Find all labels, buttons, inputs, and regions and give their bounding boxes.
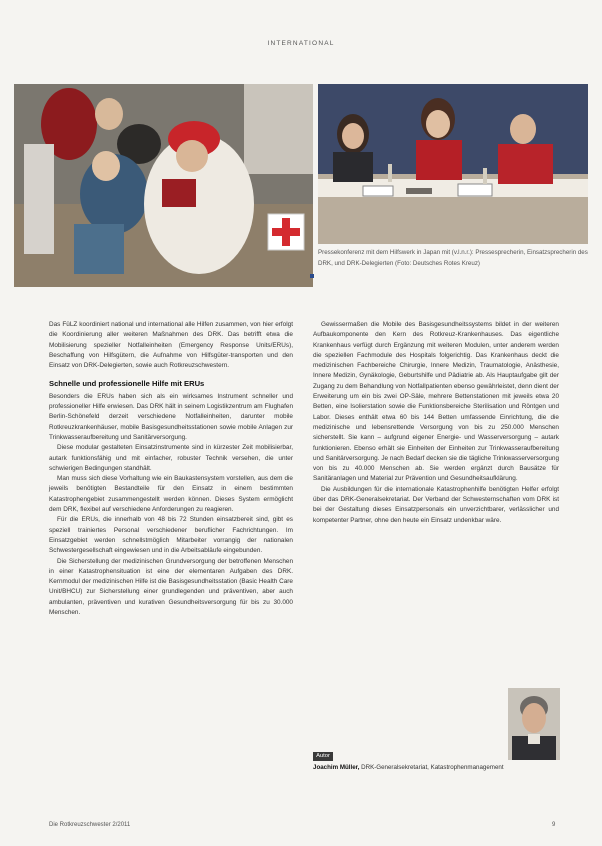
photo-caption: Pressekonferenz mit dem Hilfswerk in Japan mit (v.l.n.r.): Pressesprecherin, Einsatzsprecherin des DRK, und DRK-Delegierten (Foto: Deutsches Rotes Kreuz) [318,249,588,267]
photo-medical-care [14,84,313,287]
page-number: 9 [552,822,556,828]
caption-bullet [310,274,314,278]
photo-press-conference-illustration [318,84,588,244]
author-name: Joachim Müller, [313,764,360,771]
author-tag: Autor [313,752,333,761]
paragraph: Die Ausbildungen für die internationale Katastrophenhilfe benötigten Helfer erfolgt über das DRK-Generalsekretariat. Der Verband der Schwesternschaften vom DRK ist bei der Gestaltung dieses Einsatzpersonals ein unverzichtbarer, verlässlicher und kompetenter Partner, ohne den heute ein Einsatz undenkbar wäre. [313,485,559,524]
paragraph: Man muss sich diese Vorhaltung wie ein Baukastensystem vorstellen, aus dem die jeweils benötigten Bestandteile für den Einsatz in einem bestimmten Katastrophengebiet zusammengestellt werden können. Dieses System ermöglicht dem DRK, flexibel auf verschiedene Anforderungen zu reagieren. [49,475,293,514]
intro-paragraph: Das FüLZ koordiniert national und international alle Hilfen zusammen, von hier erfolgt die Koordinierung aller weiteren Maßnahmen des DRK. Das betrifft etwa die Mobilisierung spezieller Notfalleinheiten (Emergency Response Units/ERUs), Beschaffung von Hilfsgütern, die Aufnahme von Hilfsgüter-transporten und den Einsatz von DRK-Delegierten, sowie auch Rotkreuzschwestern. [49,321,293,370]
author-portrait-illustration [508,688,560,760]
left-column [49,320,293,618]
paragraph: Die Sicherstellung der medizinischen Grundversorgung der betroffenen Menschen in einer Katastrophensituation ist eine der elementaren Aufgaben des DRK. Kernmodul der medizinischen Hilfe ist die Basisgesundheitsstation (Basic Health Care Unit/BHCU) zur Sicherstellung einer grundlegenden und präventiven, aber auch ambulanten, präventiven und kurativen Gesundheitsversorgung für bis zu 30.000 Menschen. [49,557,293,617]
paragraph: Diese modular gestalteten Einsatzinstrumente sind in kürzester Zeit mobilisierbar, autark funktionsfähig und mit einfacher, robuster Technik versehen, die unter schwierigen Bedingungen standhält. [49,444,293,472]
author-line [313,764,573,771]
footer-publication: Die Rotkreuzschwester 2/2011 [49,822,131,828]
photo-press-conference [318,84,588,244]
subheading-erus: Schnelle und professionelle Hilfe mit ERUs [49,379,205,389]
section-label: INTERNATIONAL [267,40,335,47]
author-portrait [508,688,560,760]
paragraph: Besonders die ERUs haben sich als ein wirksames Instrument schneller und professioneller Hilfe erwiesen. Das DRK hält in seinem Logistikzentrum am Flughafen Berlin-Schönefeld derzeit verschiedene Notfalleinheiten, darunter mobile Rotkreuzkrankenhäuser, mobile Basisgesundheitsstationen sowie mobile Anlagen zur Trinkwasseraufbereitung und Sanitärversorgung. [49,392,293,441]
paragraph: Für die ERUs, die innerhalb von 48 bis 72 Stunden einsatzbereit sind, gibt es speziell trainiertes Personal verschiedener beruflicher Fachrichtungen. Im Einsatzgebiet werden schnellstmöglich Mitarbeiter vorrangig der nationalen Schwestergesellschaft eingewiesen und in die Arbeitsabläufe eingebunden. [49,516,293,555]
author-role: DRK-Generalsekretariat, Katastrophenmanagement [361,764,504,771]
right-column [313,320,559,526]
paragraph: Gewissermaßen die Mobile des Basisgesundheitssystems bildet in der weiteren Aufbaukomponente den Kern des Rotkreuz-Krankenhauses. Das eigentliche Krankenhaus verfügt durch Ergänzung mit weiteren Modulen, unter anderem werden die speziellen Fachmodule des Hospitals folgerichtig. Das Krankenhaus deckt die medizinischen Fachbereiche Chirurgie, Innere Medizin, Traumatologie, Anästhesie, Innere Medizin, Gynäkologie, Geburtshilfe und Pädiatrie ab. Als Hauptaufgabe gilt der Zugang zu dem Behandlung von Notfallpatienten ebenso gewährleistet, denn dient der Erweiterung um ein bis zwei OP-Säle, mehrere Bettenstationen mit jeweils etwa 20 Betten, eine Isolierstation sowie die Funktionsbereiche Sterilisation und Röntgen und Labor. Dieses enthält etwa 60 bis 144 Betten umfassende Einrichtung, die die medizinische und lebensrettende Versorgung von bis zu 250.000 Menschen sicherstellt. Sie kann – aufgrund eigener Energie- und Wasserversorgung – autark funktionieren. Ebenso erhält sie Einheiten der Einheiten zur Trinkwasseraufbereitung und Sanitärversorgung. Je nach Bedarf decken sie die tägliche Trinkwasserversorgung von bis zu 40.000 Menschen ab. Sie werden ergänzt durch Bausätze für Sanitäranlagen und Material zur Prävention und Gesundheitsaufklärung. [313,321,559,483]
photo-medical-care-illustration [14,84,313,287]
